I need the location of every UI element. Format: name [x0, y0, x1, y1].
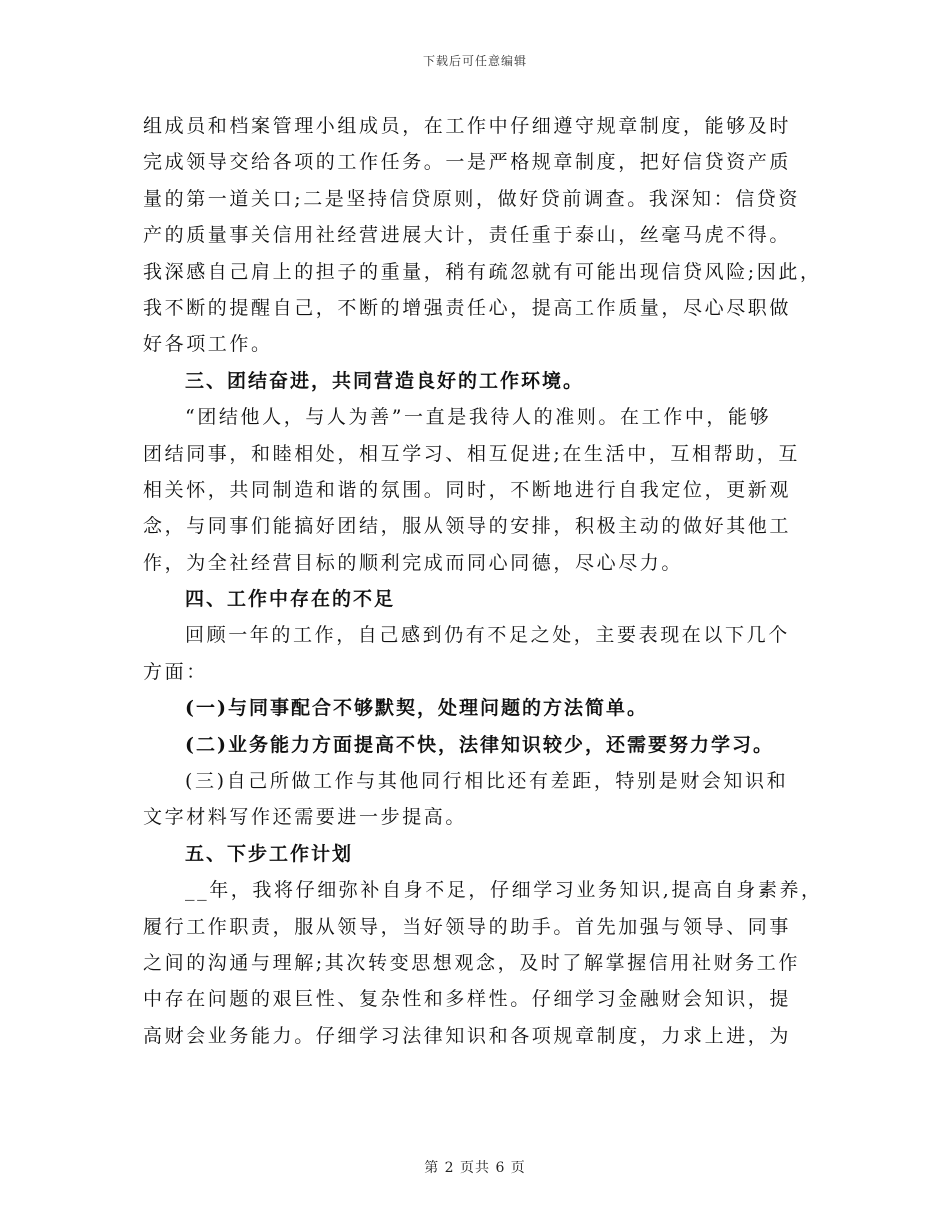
paragraph-line: 方面：: [143, 660, 208, 683]
paragraph-line: 我不断的提醒自己，不断的增强责任心，提高工作质量，尽心尽职做: [143, 296, 792, 319]
paragraph-line: 文字材料写作还需要进一步提高。: [143, 806, 468, 829]
page-indicator: 第 2 页共 6 页: [424, 1160, 526, 1176]
paragraph-line: “团结他人，与人为善”一直是我待人的准则。在工作中，能够: [185, 406, 772, 429]
section-heading: 四、工作中存在的不足: [185, 588, 396, 611]
paragraph-line: 好各项工作。: [143, 333, 273, 356]
paragraph-line: __年，我将仔细弥补自身不足，仔细学习业务知识,提高自身素养，: [185, 879, 823, 902]
section-heading: (二)业务能力方面提高不快，法律知识较少，还需要努力学习。: [185, 733, 774, 756]
section-heading: 三、团结奋进，共同营造良好的工作环境。: [185, 369, 585, 392]
paragraph-line: 念，与同事们能搞好团结，服从领导的安排，积极主动的做好其他工: [143, 515, 792, 538]
paragraph-line: 团结同事，和睦相处，相互学习、相互促进;在生活中，互相帮助，互: [143, 442, 801, 465]
section-heading: (一)与同事配合不够默契，处理问题的方法简单。: [185, 697, 648, 720]
document-body: [143, 108, 823, 1054]
paragraph-line: 产的质量事关信用社经营进展大计，责任重于泰山，丝毫马虎不得。: [143, 224, 792, 247]
paragraph-line: 中存在问题的艰巨性、复杂性和多样性。仔细学习金融财会知识，提: [143, 988, 792, 1011]
paragraph-line: 量的第一道关口;二是坚持信贷原则，做好贷前调查。我深知：信贷资: [143, 187, 801, 210]
paragraph-line: 之间的沟通与理解;其次转变思想观念，及时了解掌握信用社财务工作: [143, 951, 801, 974]
section-heading: 五、下步工作计划: [185, 842, 354, 865]
paragraph-line: 我深感自己肩上的担子的重量，稍有疏忽就有可能出现信贷风险;因此，: [143, 260, 822, 283]
paragraph-line: 作，为全社经营目标的顺利完成而同心同德，尽心尽力。: [143, 551, 684, 574]
paragraph-line: 组成员和档案管理小组成员，在工作中仔细遵守规章制度，能够及时: [143, 115, 792, 137]
paragraph-line: (三)自己所做工作与其他同行相比还有差距，特别是财会知识和: [185, 770, 789, 793]
paragraph-line: 相关怀，共同制造和谐的氛围。同时，不断地进行自我定位，更新观: [143, 478, 792, 501]
paragraph-line: 履行工作职责，服从领导，当好领导的助手。首先加强与领导、同事: [143, 915, 792, 938]
paragraph-line: 完成领导交给各项的工作任务。一是严格规章制度，把好信贷资产质: [143, 151, 792, 174]
paragraph-line: 高财会业务能力。仔细学习法律知识和各项规章制度，力求上进，为: [143, 1024, 792, 1047]
paragraph-line: 回顾一年的工作，自己感到仍有不足之处，主要表现在以下几个: [185, 624, 790, 647]
header-edit-note: 下载后可任意编辑: [422, 54, 527, 68]
